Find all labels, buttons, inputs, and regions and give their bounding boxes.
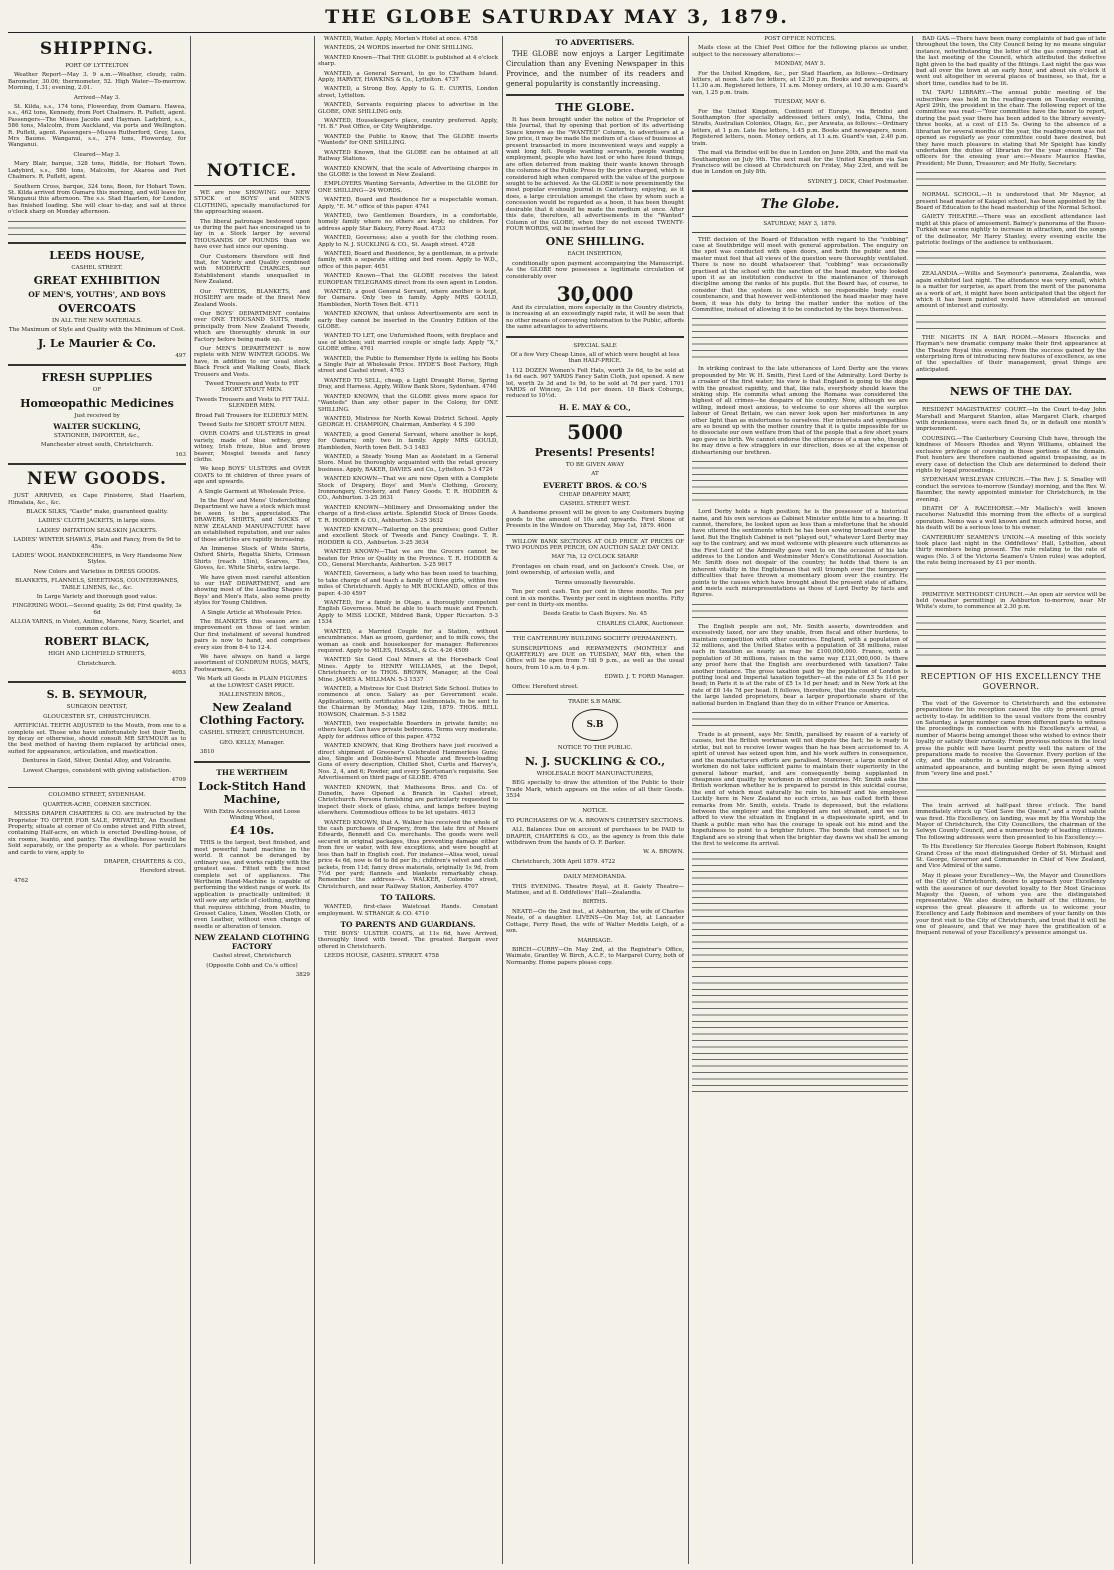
wanted-ad: WANTED KNOWN—Millinery and Dressmaking under the charge of a first-class artiste. Splendid Stock of Dress Goods. T. R. HODDER & CO., Ashburton. 3-25 3632 [318,504,498,524]
tai-tapu-library: TAI TAPU LIBRARY.—The annual public meeting of the subscribers was held in the reading-room on Tuesday evening, April 29th, the president in the chair. The following report of the committee was read:—"Your committee have the honor to report, during the past year there has been added to the library seventy-three books, at a cost of £15 5s. Owing to the absence of a librarian for several months of the year, the reading-room was not opened as regularly as your committee could have desired, but they have much pleasure in stating that Mr Speight has kindly undertaken the duties of librarian for the year ensuing." The officers for the ensuing year are:—Messrs Maurice Hawke, President; Mr Dunn, Treasurer; and Mr Holly, Secretary. [916,90,1106,167]
cleared-heading: Cleared—May 3. [73,151,121,158]
boys-department: Our BOYS' DEPARTMENT contains over ONE THOUSAND SUITS, made principally from New Zealand Tweeds, which are thoroughly shrunk in our Factory before being made up. [194,310,310,343]
wanted-ad: EMPLOYERS Wanting Servants, Advertise in the GLOBE for ONE SHILLING—24 WORDS. [318,181,498,194]
to-advertisers: TO ADVERTISERS. [555,38,635,47]
wanted-ad: WANTED, Governess, a lady who has been used to teaching, to take charge of and teach a family of three girls, within five miles of Christchurch. Apply to MR BUCKLAND, office of this paper. 4-30 4597 [318,571,498,597]
extra-accessories: With Extra Accessories and Loose Winding Wheel, [203,808,301,822]
wanted-ad: WANTED, a good General Servant, where another is kept, for Oamaru. Only two in family. Apply MRS GOULD, Hambleden, North Town Belt. 4711 [318,289,498,308]
editorial-paragraph: Trade is at present, says Mr. Smith, paralised by reason of a variety of causes, but the British workman will not dispute the fact; he is ready to strike, but not to receive lower wages than he has been accustomed to. A spirit of unrest has seized upon him, and his work suffers in consequence, and the manufacturers efforts are paralised. Moreover, a large number of workmen do not take sufficient pains to maintain their superiority in the general labour market, and are consequently being supplanted in cheapness and quality by workmen in other countries. Mr. Smith asks the British workman whether he is prepared to persist in this suicidal course, the end of which must naturally be ruin to himself and his employer. Luckily here in New Zealand no such crisis, as has called forth these remarks from Mr. Smith, exists. Trade is depressed, but the relations between the employer and the employed are not strained, and we can afford to view the situation in England in a dispassionate spirit, and to thank a public man who has the courage to speak out his mind and the hopefulness to point to a brighter future. The bonds that connect us to England are so strong that when the brighter day dawns we shall be among the first to welcome its arrival. [692,732,908,847]
blankets-list: BLANKETS, FLANNELS, SHEETINGS, COUNTERPANES, TABLE LINENS, &c., &c. [15,578,179,591]
presents-number: 5000 [567,419,623,444]
hat-department: We have given most careful attention to our HAT DEPARTMENT, and are showing most of the Leading Shapes in Boys' and Men's Hats, also some pretty styles for Young Children. [194,574,310,607]
divider [8,787,186,788]
cloth-jackets: LADIES' CLOTH JACKETS, in large sizes. [38,518,156,525]
divider [506,336,684,338]
small-print [692,459,908,505]
divider [506,534,684,535]
small-print [692,850,908,970]
ad-number: 4053 [171,669,186,676]
maurier-signature: J. Le Maurier & Co. [38,336,156,350]
small-print [916,614,1106,660]
dentures: Dentures in Gold, Silver, Dental Alloy, and Vulcanite. [22,758,172,765]
wanted-ad: WANTED KNOWN, that Mathesons Bros. and Co. of Dunedin, have Opened a Branch in Cashel street, Christchurch. Persons furnishing are particularly requested to inspect their stock of glass, china, and lamps before buying elsewhere. Commodious offices to be let upstairs. 4613 [318,784,498,817]
stationer: STATIONER, IMPORTER, &c., [54,432,140,439]
given-away: TO BE GIVEN AWAY [565,461,625,468]
at-label: AT [591,471,599,478]
small-print [692,710,908,728]
kelly-manager: GEO. KELLY, Manager. [219,739,285,746]
wertheim: THE WERTHEIM [216,767,288,777]
broad-fall: Broad Fall Trousers for ELDERLY MEN. [195,412,309,419]
great-exhibition: GREAT EXHIBITION [33,273,161,287]
editorial-date: SATURDAY, MAY 3, 1879. [763,221,837,228]
mails-close: Mails close at the Chief Post Office for the following places as under, subject to the necessary alterations:— [692,45,908,58]
divider [8,242,186,244]
editorial-paragraph: In striking contrast to the late utterances of Lord Derby are the views propounded by Mr. W. H. Smith, First Lord of the Admiralty. Lord Derby is a croaker of the first water; his view is that England is going to the dogs with the greatest rapidity, and that, like rats, everybody should leave the sinking ship. He commits what among the Romans was considered the highest of all crimes—he despairs of his country. Now, although we are willing, indeed most anxious, to welcome to our shores all the surplus labour of Great Britain, we can never look upon her misfortunes in any other light than as misfortunes to ourselves. Her interests and sympathies are so bound up with the mother country that it is quite impossible for us to dissociate our own welfare from that of the people that a few short years ago gave us birth. We cannot endorse the utterances of a man who, though he may drive a few stragglers in our direction, does so at the expense of disheartening our brethren. [692,366,908,456]
wanted-ad: WANTED, two respectable Boarders in private family; no others kept. Can have private bedrooms. Terms very moderate. Apply for address office of this paper. 4752 [318,720,498,740]
colombo-street: COLOMBO STREET, SYDENHAM. [48,792,146,799]
blank-space [194,38,310,158]
fingering-wool: FINGERING WOOL—Second quality, 2s 6d; First quality, 3s 6d [12,603,182,616]
of-label: OF [92,387,102,394]
small-print [692,974,908,1094]
black-silks: BLACK SILKS, "Castle" make, guaranteed quality. [26,509,168,515]
small-print [692,602,908,620]
wanted-ad: WANTED, a Mistress for Cust District Side School. Duties to commence at once. Salary as per Government scale. Applications, with certificates and testimonials, to be sent to the Chairman by Monday, May 12th, 1879. THOS. BELL HOWSON, Chairman. 5-3 1582 [318,685,498,718]
divider [8,364,186,366]
draper-ad: MESSRS DRAPER CHARTERS & CO. are instructed by the Proprietor TO OFFER FOR SALE, PRIVATELY, An Excellent Property, situate at corner of Co ombo street and Fifth street, containing Half-acre, on which is erected Dwelling-house, of six rooms, leanto, and pantry. The dwelling-house would be Sold separately, or the property as a whole. For particulars and cards to view, apply to [8,811,186,856]
special-body: Of a few Very Cheap Lines, all of which were bought at less than HALF-PRICE. [510,351,680,365]
editorial-paragraph: The English people are not, Mr. Smith asserts, downtrodden and excessively taxed, nor are they unable, from fiscal and other burdens, to maintain competition with other countries. England, with a population of 32 millions, and the United States with a population of 38 millions, raise each in taxation as nearly as may be £100,000,000. France, with a population of 36 millions, raises in the same way £121,000,000. Is there any proof here that the English are overburdened with taxation? Take another instance. The gross taxation paid by the population of London is putting local and Imperial taxation together—at the rate of £3 5s 11d per head; in Paris it is at the rate of £5 1s 1d per head; and in New York at the rate of £6 14s 7d per head. It follows, therefore, that the country districts, the large landed proprietors, bear a larger proportionate share of the national burden in England than they do in either France or America. [692,623,908,707]
variety: Our Customers therefore will find that, for Variety and Quality combined with MODERATE CHARGES, our Establishment stands unequalled in New Zealand. [194,253,310,286]
wanted-ad: WANTED TO SELL, cheap, a Light Draught Horse, Spring Dray, and Harness. Apply, Willow Bank Store, Sydenham. 4746 [318,377,498,391]
opposite-cobb: (Opposite Cobb and Co.'s office) [206,962,298,969]
wanted-ad: WANTED, a Steady Young Man as Assistant in a General Store. Must be thoroughly acquainted with the retail grocery business. Apply, BAKER, DAVIES and Co., Lyttelton. 5-3 4724 [318,453,498,473]
divider [916,378,1106,380]
divider [506,803,684,804]
wanted-ad: WANTED, the Public to Remember Hyde is selling his Boots a Single Pair at Wholesale Price. HYDE'S Boot Factory, High street and Cashel street. 4763 [318,355,498,375]
sydenham-wesleyan: SYDENHAM WESLEYAN CHURCH.—The Rev. J. S. Smalley will conduct the services to-morrow (Sunday) morning, and the Rev. W. Baumber, the newly appointed minister for Christchurch, in the evening. [916,477,1106,503]
machine-price: £4 10s. [229,824,275,838]
just-received: Just received by [74,412,120,419]
brown-sections: TO PURCHASERS OF W. A. BROWN'S CHERTSEY SECTIONS. [506,817,684,824]
christchurch-date: Christchurch, 30th April 1879. 4722 [512,858,616,865]
wanted-ad: WANTED, Waiter. Apply, Morten's Hotel at once. 4758 [324,36,478,42]
canterbury-building: THE CANTERBURY BUILDING SOCIETY (PERMANENT). [512,636,678,643]
small-print [916,249,1106,267]
divider [506,694,684,695]
hallenstein: HALLENSTEIN BROS., [219,692,285,699]
ad-number: 4762 [14,877,29,884]
wanted-ad: WANTED Known, that the GLOBE can be obtained at all Railway Stations. [318,149,498,163]
brought-notice: It has been brought under the notice of the Proprietor of this Journal, that by opening that portion of its advertising Space known as the "WANTED" Column, to advertisers at a low price, it may be made the medium of a class of business at present transacted in more inconvenient ways and supply a want long felt. People wanting servants, people wanting employment, people who have lost or who have found things, are often deterred from making their wants known through the columns of the Public Press by the price charged, which is considered high when compared with the value of the purpose sought to be achieved. As the GLOBE is now preeminently the most popular evening journal in Canterbury, enjoying, as it does, a large circulation amongst the class by whom such a concession would be regarded as a boon, it has been thought desirable that it should be made the medium at once. After this date, therefore, all advertisements in the "Wanted" Column of the GLOBE, when they do not exceed TWENTY-FOUR WORDS, will be inserted for [506,117,684,232]
masthead-rule [8,32,1106,33]
quarter-acre: QUARTER-ACRE, CORNER SECTION. [42,801,152,808]
overcoats: OVER COATS and ULSTERS in great variety, made of blue witney, grey witney, Irish frieze, blue and brown beaver, Mosgiel tweeds and fancy cloths. [194,431,310,464]
notice-heading: NOTICE. [206,161,298,181]
brown-signature: W. A. BROWN. [643,849,684,856]
wanted-ad: WANTED, a good General Servant, where another is kept, for Oamaru; only two in family. Apply MRS GOULD, Hambleden, North town Belt. 5-3 1483 [318,431,498,451]
nz-clothing-factory: New Zealand Clothing Factory. [199,701,305,728]
hereford-street: Hereford street. [139,868,186,875]
tuesday-body: For the United Kingdom, Continent of Europe, via Brindisi and Southampton (for specially addressed letters only), India, China, the Straits, Australian Colonies, Otago, &c., per Arawata, as follows:—Ordinary letters, at 1 p.m. Late fee letters, 1.45 p.m. Books and newspapers, noon. Registered letters, noon. Money orders, at 11 a.m. Guard's van, 2.40 p.m. train. [692,108,908,147]
machine-description: THIS is the largest, best finished, and most powerful hand machine in the world. It cannot be deranged by ordinary use, and works rapidly with the greatest ease. Fitted with the most complete set of appliances. The Wertheim Hand-Machine is capable of performing the widest range of work. Its application is practically unlimited; it will sew any article of clothing, anything that requires stitching, from Muslin, to Grosset Calico, Linen, Woollen Cloth, or even Leather, without even change of needle or alteration of tension. [194,840,310,930]
divider [916,402,1106,403]
governor-heading: RECEPTION OF HIS EXCELLENCY THE GOVERNOR. [920,671,1102,691]
wanted-ad: WANTED KNOWN, that King Brothers have just received a direct shipment of Greener's Celebrated Hammerless Guns; also, Single and Double-barrel Muzzle and Breech-loading Guns of every description, Chilled Shot, Curtis and Harvey's, Nos. 2, 4, and 6; Powder, and every Sportsman's requisite. See Advertisement on third page of GLOBE. 4765 [318,743,498,782]
death-racehorse: DEATH OF A RACEHORSE.—Mr Malloch's well known racehorse Natusdid this morning from the effects of a surgical operation. Nemo was a well known and much admired horse, and his death will be a serious loss to his owner. [916,505,1106,532]
weather-report: Weather Report—May 3. 9 a.m.—Weather, cloudy, calm. Barometer, 30.06; thermometer, 52. High Water—To-morrow. Morning, 1.31; evening, 2.01. [8,72,186,92]
wanted-ad: WANTED, a Married Couple for a Station, without encumbrance. Man as groom, gardener, and to milk cows, the woman as cook and housekeeper for manager. References required. Apply to MILES, HASSAL, & Co. 4-26 4509 [318,628,498,654]
office-hereford: Office: Hereford street. [512,683,579,690]
small-print [692,316,908,362]
mail-note: The mail via Brindisi will be due in London on June 20th, and the mail via Southampton on July 9th. The next mail for the United Kingdom via San Francisco will be closed at Christchurch on Friday, May 23rd, and will be due in London on July 8th. [692,150,908,176]
balances-due: ALL Balances Due on account of purchases to be PAID to DRAPER, CHARTERS & CO., as the agency is from this date withdrawn from the hands of O. F. Barker. [506,827,684,847]
divider [194,761,310,763]
boys-ulster: THE BOYS' ULSTER COATS, at 11s 6d, have Arrived, thoroughly lined with tweed. The greatest Bargain ever offered in Christchurch. [318,930,498,950]
primitive-methodist: PRIMITIVE METHODIST CHURCH.—An open air service will be held (weather permitting) in Ashburton to-morrow, near Mr White's store, to commence at 2.30 p.m. [916,591,1106,611]
marriage-heading: MARRIAGE. [577,937,613,944]
wanted-ad: WANTED Known—That the GLOBE receives the latest EUROPEAN TELEGRAMS direct from its own agent in London. [318,273,498,286]
column-rule [314,36,315,1564]
clark-auctioneer: CHARLES CLARK, Auctioneer. [596,620,684,627]
wanted-ad: WANTED KNOWN, that the GLOBE gives more space for "Wanteds" than any other paper in the Colony, for ONE SHILLING. [318,393,498,413]
just-arrived: JUST ARRIVED, ex Cape Finisterre, Stad Haarlem, Himalaia, &c., &c. [8,493,186,506]
leeds-house: LEEDS HOUSE, CASHEL STREET. 4758 [324,953,439,960]
daily-memoranda: DAILY MEMORANDA. [563,874,627,881]
wanted-ad: WANTED, Servants requiring places to advertise in the GLOBE, ONE SHILLING only. [318,102,498,115]
liberal-patronage: The liberal patronage bestowed upon us during the past has encouraged us to lay in a Stock larger by several THOUSANDS OF POUNDS than we have ever had since our opening. [194,218,310,251]
divider [916,696,1106,697]
one-shilling: ONE SHILLING. [545,235,645,249]
editorial-paragraph: THE decision of the Board of Education with regard to the "cobbing" case at Southbridge will meet with general approbation. The enquiry on the spot was conducted with open doors, and both the public and the master must feel that all views of the question were thoroughly ventilated. There is now no doubt whatsoever that "cobbing" was occasionally practised at the school with the sanction of the head master, who looked upon it as an institution conducive to the maintenance of thorough discipline among the ranks of his pupils. But the Board has, of course, to consider that the system is one which no responsible body could countenance, and that however well-intentioned the head master may have been, it was his duty to bring the matter under the notice of the Committee, instead of allowing it to be conducted by the boys themselves. [692,236,908,313]
bad-gas: BAD GAS.—There have been many complaints of bad gas of late throughout the town, the City Council being by no means singular instance, notwithstanding the letter of the gas company read at the last meeting of the Council, which attributed the defective light given to the bad quality of the fittings. Last night the gas was bad all over the town at an early hour, and about six o'clock it went out altogether in several places of business, so that, for a short time, candles had to be lit. [916,36,1106,87]
wanted-ad: WANTED, for a family in Otago, a thoroughly competent English Governess. Must be able to teach music and French. Apply to MISS LOCKE, Mildred Bank, Upper Riccarton. 5-3 1534 [318,600,498,626]
dozen-hats: 112 DOZEN Women's Felt Hats, worth 3s 6d, to be sold at 1s 6d each. 907 YARDS Fancy Satin Cloth, just opened. A new lot, worth 2s 3d and 1s 9d, to be sold at 7d per yard. 1701 YARDS of Wincey, 2s 11d per dozen. 18 Black Coburgs, reduced to 10½d. [506,367,684,400]
ad-number: 163 [175,451,186,458]
large-variety: In Large Variety and thorough good value. [36,594,158,601]
each-insertion: EACH INSERTION, [567,251,623,258]
small-print [916,313,1106,331]
divider [692,232,908,233]
mens-department: Our MEN'S DEPARTMENT is now replete with NEW WINTER GOODS. We have, in addition to our usual stock, Black Frock and Walking Coats, Black Trousers and Vests. [194,345,310,378]
single-garment: A Single Garment at Wholesale Price. [198,488,306,495]
wanted-ad: WANTED, Board and Residence for a respectable woman. Apply, "E. M." office of this paper. 4741 [318,197,498,210]
train-arrival: The train arrived at half-past three o'clock. The band immediately struck up "God Save the Queen," and a royal salute was fired. His Excellency, on landing, was met by His Worship the Mayor of Christchurch, the City Councillors, the chairman of the Selwyn County Council, and a numerous body of leading citizens. The following addresses were then presented to his Excellency:— [916,802,1106,841]
beg-attention: BEG specially to draw the attention of the Public to their Trade Mark, which appears on the soles of all their Goods. 3534 [506,780,684,799]
cashel-street: CASHEL STREET, CHRISTCHURCH. [199,730,305,737]
wanted-ad: WANTED KNOWN—Tailoring on the premises; good Cutter and excellent Stock of Tweeds and Fancy Coatings. T. R. HODDER & CO., Ashburton. 3-25 3634 [318,527,498,546]
ford-manager: EDWD. J. T. FORD Manager. [604,674,684,681]
sealskin-jackets: LADIES' IMITATION SEALSKIN JACKETS. [36,527,158,534]
trade-mark: TRADE S.B MARK. [568,698,622,705]
circulation-increasing: And its circulation, more especially in the Country districts, is increasing at an exceedingly rapid rate, it will be seen that no other means of conveying information to the Public, affords the same advantages to advertisers. [506,304,684,331]
zealandia: ZEALANDIA.—Willis and Seymour's panorama, Zealandia, was again exhibited last night. The attendance was very small, which is a matter for surprise, as apart from the merit of the panorama as a work of art, it might have been anticipated that the object for which it has been painted would have stimulated an unusual amount of interest and curiosity. [916,271,1106,310]
normal-school: NORMAL SCHOOL.—It is understood that Mr Maynor, at present head master of Kaiapoi school, has been appointed by the Board of Education to the head mastership of the Normal School. [916,192,1106,211]
tuesday-heading: TUESDAY, MAY 6. [774,99,826,106]
to-tailors: TO TAILORS. [380,893,436,903]
wanted-ad: WANTED KNOWN—That we are the Grocers cannot be beaten for Price or Quality in the Province. T. R. HODDER & CO., General Merchants, Ashburton. 3-25 9617 [318,549,498,569]
ulsters: We keep BOYS' ULSTERS and OVER COATS to fit children of three years of age and upwards. [194,466,310,486]
to-parents: TO PARENTS AND GUARDIANS. [340,919,476,929]
high-lichfield: HIGH AND LICHFIELD STREETS, [48,651,146,658]
terms: Terms unusually favourable. [554,579,636,586]
homoeopathic-heading: Homœopathic Medicines [20,396,174,410]
ad-number: 497 [175,352,186,359]
notice-public: NOTICE TO THE PUBLIC. [557,745,633,752]
post-office-heading: POST OFFICE NOTICES. [764,36,836,42]
maximum-style: The Maximum of Style and Quality with the Minimum of Cost. [8,327,186,334]
manchester-street: Manchester street south, Christchurch. [40,442,154,449]
new-goods-heading: NEW GOODS. [27,469,167,490]
divider [916,665,1106,667]
subscriptions: SUBSCRIPTIONS and REPAYMENTS (MONTHLY and QUARTERLY) are DUE on TUESDAY, MAY 6th, when the Office will be open from 7 till 9 p.m., as well as the usual hours, from 10 a.m. to 4 p.m. [506,645,684,671]
globe-enjoys: THE GLOBE now enjoys a Larger Legitimate Circulation than any Evening Newspaper in this Province, and the number of its readers and general popularity is constantly increasing. [506,50,684,88]
divider [194,185,310,186]
nz-factory: NEW ZEALAND CLOTHING FACTORY [194,933,310,952]
single-article: A Single Article at Wholesale Price. [201,609,303,616]
wanted-ad: WANTED, first-class Waistcoat Hands. Constant employment. W. STRANGE & CO. 4710 [318,904,498,917]
monday-body: For the United Kingdom, &c., per Stad Haarlem, as follows:—Ordinary letters, at noon. Late fee letters, at 12.30 p.m. Books and newspapers, at 11.30 a.m. Registered letters, 11 a.m. Money orders, at 10.30 a.m. Guard's van, 1.25 p.m. train. [692,70,908,96]
column-4 [506,36,684,1564]
artificial-teeth: ARTIFICIAL TEETH ADJUSTED to the Mouth, from one to a complete set. Those who have unfortunately lost their Teeth, by decay or otherwise, should consult MR SEYMOUR as to the best method of having them replaced by artificial ones, suited for appearance, articulation, and mastication. [8,723,186,755]
special-sale: SPECIAL SALE [573,342,617,349]
ten-nights: THE NIGHTS IN A BAR ROOM.—Messrs Hiscocks and Hayman's new dramatic company make their first appearance at the Theatre Royal this evening. From the success gained by the enterprising firm of introducing new features of excellence, as one of the specialties of their management, great things are anticipated. [916,334,1106,373]
handsome-present: A handsome present will be given to any Customers buying goods to the amount of 10s and upwards. First Stone of Presents in the Window on Thursday, May 1st, 1879. 4606 [506,510,684,530]
surgeon-dentist: SURGEON DENTIST, [66,704,128,711]
column-6 [916,36,1106,1564]
tweed-trousers: Tweed Trousers and Vests to FIT SHORT STOUT MEN. [205,380,299,394]
column-rule [502,36,503,1564]
this-evening: THIS EVENING. Theatre Royal, at 8. Gaiety Theatre—Matinee, and at 8. Oddfellows' Hall—Zealandia. [506,883,684,897]
frontages: Frontages on chain road, and on Jackson's Creek. Use, or joint ownership, of artesian wells, and [506,563,684,577]
showing-stock: WE are now SHOWING our NEW STOCK of BOYS' and MEN'S CLOTHING, specially manufactured for the approaching season. [194,190,310,216]
wanted-ad: WANTED, Governess; also a youth for the clothing room. Apply to N. J. SUCKLING & CO., St. Asaph street. 4728 [318,235,498,248]
wholesale-boot: WHOLESALE BOOT MANUFACTURERS, [536,770,654,777]
small-print [916,570,1106,588]
robert-black: ROBERT BLACK, [44,635,150,649]
sailed-list: Southern Cross, barque, 324 tons, Boon, for Hobart Town. St. Kilda arrived from Oamaru this morning, and will leave for Wanganui this afternoon. The s.s. Stad Haarlem, for London, has finished loading. She will clear to-day, and sail at three o'clock sharp on Monday afternoon. [8,183,186,216]
sb-trademark-logo: S.B [572,709,618,741]
mens-youths: OF MEN'S, YOUTHS', AND BOYS [28,289,166,299]
divider [506,869,684,870]
marriage-body: BIRCH—CURRY—On May 2nd, at the Registrar's Office, Waimate, Grantley W. Birch, A.C.F., to Margaret Curry, both of Normanby. Home papers please copy. [506,946,684,966]
underclothing: In the Boys' and Mens' Underclothing Department we have a stock which must be seen to be appreciated. The DRAWERS, SHIRTS, and SOCKS of NEW ZEALAND MANUFACTURE have an established reputation, and our sales of those articles are rapidly increasing. [194,498,310,543]
monday-heading: MONDAY, MAY 5. [774,61,826,68]
ad-number: 3810 [200,749,215,756]
wanted-ad: WANTED, two Gentlemen Boarders, in a comfortable, homely family where no others are kept; no children. For address apply Star Bakery, Ferry Road. 4733 [318,212,498,232]
column-2 [194,36,310,1564]
suckling-co: N. J. SUCKLING & CO., [524,754,666,768]
wanted-ad: WANTED KNOWN—That we are now Open with a Complete Stock of Drapery, Boys' and Men's Clothing, Grocery, Ironmongery, Crockery, and Fancy Goods. T. R. HODDER & CO., Ashburton. 3-25 3631 [318,476,498,502]
conditionally: conditionally upon payment accompanying the Manuscript. As the GLOBE now possesses a legitimate circulation of considerably over [506,260,684,280]
column-rule [190,36,191,1564]
news-of-the-day: NEWS OF THE DAY. [949,385,1073,399]
wool-handkerchiefs: LADIES' WOOL HANDKERCHIEFS, in Very Handsome New Styles. [11,553,183,566]
wanted-ad: WANTED, Board and Residence, by a gentleman, in a private family, with a separate sitting and bed room. Apply to W.D., office of this paper. 4651 [318,250,498,270]
editorial-paragraph: Lord Derby holds a high position; he is the possessor of a historical name, and his own services as Cabinet Minister entitle him to a hearing. It cannot, therefore, be looked upon as less than a misfortune that he should have uttered the sentiments which he has been sowing broadcast over the land. But the English Cabinet is not "played out," whatever Lord Derby may say to the contrary, and we must welcome with pleasure such utterances as the First Lord of the Admiralty gave vent to on the occasion of his late address to the London and Westminster Men's Constitutional Association. Mr. Smith does not despair of the country; he holds that there is an inherent vitality in the Englishman that will triumph over the temporary difficulties that have thrown a momentary gloom over the country. He points to the causes which have brought about the present state of affairs, and meets such misrepresentations as those of Lord Derby by facts and figures. [692,509,908,599]
wanted-ad: WANTED, a Strong Boy. Apply to G. E. CURTIS, London street, Lyttelton. [318,86,498,99]
small-print [8,219,186,237]
seamens-union: CANTERBURY SEAMEN'S UNION.—A meeting of this society took place last night in the Oddfellows' Hall, Lyttelton, about thirty members being present. The rule relating to the rate of wages (No. 3 of the Victoria Seamen's Union rules) was adopted, the rate being increased by £1 per month. [916,534,1106,567]
ad-number: 4709 [171,776,186,783]
wanted-ad: WANTED Known—That THE GLOBE is published at 4 o'clock sharp. [318,54,498,68]
new-materials: IN ALL THE NEW MATERIALS. [52,317,142,324]
address-to: To His Excellency Sir Hercules George Robert Robinson, Knight Grand Cross of the most distinguished Order of St. Michael and St. George, Governor and Commander in Chief of New Zealand, and Vice Admiral of the same. [916,844,1106,870]
shipping-heading: SHIPPING. [39,39,155,59]
cashel-street-2: Cashel street, Christchurch [212,953,292,960]
port-heading: PORT OF LYTTELTON [65,63,129,69]
arrived-list: St. Kilda, s.s., 174 tons, Flowerday, from Oamaru. Hawea, s.s., 462 tons, Kennedy, from Port Chalmers. R. Puflett, agent. Passengers—The Misses Jacobs and Hayman. Ladybird, s.s., 586 tons, Malcolm, from Auckland, via ports and Wellington. R. Puflett, agent. Passengers—Misses Rutherford, Grey, Lees, Mrs Baume. Wanganui, s.s., 274 tons, Flowerday, for Wanganui. [8,104,186,149]
resident-magistrates: RESIDENT MAGISTRATES' COURT.—In the Court to-day John Marshall and Margaret Stanton, alias Margaret Clark, charged with drunkenness, were each fined 5s, or in default one month's imprisonment. [916,407,1106,433]
wanted-ad: WANTED Six Good Coal Miners at the Horseback Coal Mines. Apply to HENRY WILLIAMS, at the Depot, Christchurch; or to THOS. BROWN, Manager, at the Coal Mine. JAMES A. MILLMAN. 5-3 1537 [318,657,498,683]
christchurch: Christchurch. [77,660,117,667]
may-7: MAY 7th, 12 O'CLOCK SHARP. [551,554,639,561]
arrived-heading: Arrived—May 3. [73,94,121,101]
seymour-name: S. B. SEYMOUR, [46,688,148,702]
births-heading: BIRTHS. [582,899,608,906]
small-print [916,170,1106,188]
governor-body: The visit of the Governor to Christchurch and the extensive preparations for his reception caused the city to present great activity to-day. In addition to the usual visitors from the country on Saturday, a large number came from different parts to witness the proceedings in connection with his Excellency's arrival, a number of Maoris being amongst those who wished to evince their loyalty or satisfy their curiosity. From previous notices in the local press the public will have learnt pretty well the nature of the preparations made to receive the Governor. Every portion of the city, and the suburbs in a similar degree, presented a very animated appearance, and bunting might be seen flying almost from "every line and post." [916,700,1106,778]
everett-bros: EVERETT BROS. & CO.'S [543,480,647,490]
wanted-ad: WANTED, a General Servant, to go to Chatham Island. Apply, HARVEY, HAWKINS & Co., Lyttelton. 4737 [318,70,498,84]
cheap-drapery: CHEAP DRAPERY MART, [559,491,631,498]
notice-2: NOTICE. [582,808,608,815]
leeds-house-title: LEEDS HOUSE, [49,248,145,262]
wanted-ad: WANTED, Mistress for North Kowai District School. Apply GEORGE H. CHAMPION, Chairman, Amberley. 4 S 390 [318,415,498,429]
column-1 [8,36,186,1564]
tweeds-tall: Tweeds Trousers and Vests to FIT TALL SLENDER MEN. [195,396,309,410]
wanted-ad: WANTED KNOWN, that the scale of Advertising charges in the GLOBE is the lowest in New Zealand. [318,165,498,178]
tweed-suits: Tweed Suits for SHORT STOUT MEN. [198,422,306,428]
ten-per-cent: Ten per cent cash. Ten per cent in three months. Ten per cent in six months. Twenty per cent in eighteen months. Fifty per cent in thirty-six months. [506,589,684,608]
wanted-ad: WANTED the Public to Know, that The GLOBE inserts "Wanteds" for ONE SHILLING. [318,133,498,147]
suckling-name: WALTER SUCKLING, [53,421,141,431]
wanted-ad: WANTED KNOWN, that A. Walker has received the whole of the cash purchases of Drapery, from the late fire of Messrs Edwards, Bennett and Co. merchants. The goods were well secured in original packages, thus preventing damage either from fire or water, with few exceptions, and were bought at less than half in English cost. For instance—Alisa wool, usual price 4s 6d, now is 6d to 8d per lb.; children's velvet and cloth jackets, from 11d; fancy dress materials, originally 1s 9d, from 7½d per yard; flannels and blankets remarkably cheap. Remember the address—A. WALKER, Colombo street, Christchurch, and near Railway Station, Amberley. 4707 [318,819,498,890]
condrum-rugs: We have always on hand a large assortment of CONDRUM RUGS, MATS, Footwarmers, &c. [194,654,310,673]
deeds-gratis: Deeds Gratis to Cash Buyers. No. 45 [543,611,647,618]
cashel-west: CASHEL STREET WEST. [559,501,631,508]
divider [506,94,684,96]
divider [506,416,684,417]
lowest-charges: Lowest Charges, consistent with giving satisfaction. [22,767,172,774]
lockstitch: Lock-Stitch Hand Machine, [198,779,306,806]
wanted-ad: WANTED TO LET, one Unfurnished Room, with fireplace and use of kitchen; suit married couple or single lady. Apply "X," GLOBE office. 4761 [318,333,498,353]
divider [506,631,684,632]
immense-stock: An Immense Stock of White Shirts, Oxford Shirts, Regatta Shirts, Crimean Shirts (reach 15in), Scarves, Ties, Gloves, &c. White Shirts, extra large. [194,545,310,572]
wanted-ad: WANTED KNOWN, that unless Advertisements are sent in early they cannot be inserted in the Country Edition of the GLOBE. [318,311,498,331]
willow-bank: WILLOW BANK SECTIONS AT OLD PRICE AT PRICES OF TWO POUNDS PER PERCH, ON AUCTION SALE DAY ONLY. [506,538,684,552]
may-it-please: May it please your Excellency—We, the Mayor and Councillors of the City of Christchurch, desire to approach your Excellency with the assurance of our devoted loyalty to Her Most Gracious Majesty the Queen, of whom you are the distinguished representative. We also desire, on behalf of the citizens, to express the great pleasure it affords us to welcome your Excellency and Lady Robinson and members of your family on this your first visit to the City of Christchurch, and trust that it will be one of pleasure, and that we may have the gratification of a frequent renewal of your Excellency's presence amongst us. [916,872,1106,937]
column-rule [912,36,913,1564]
coursing: COURSING.—The Canterbury Coursing Club have, through the kindness of Messrs Rhodes and Wynn Williams, obtained the exclusive privilege of coursing in those portions of the domain. Foot hunters are therefore cautioned against trespassing, as in every case of detection the Club are determined to defend their rights by legal proceedings. [916,435,1106,474]
gloucester-street: GLOUCESTER ST., CHRISTCHURCH. [43,713,151,720]
draper-signature: DRAPER, CHARTERS & CO., [103,859,186,866]
column-3 [318,36,498,1564]
winter-shawls: LADIES' WINTER SHAWLS, Plain and Fancy, from 6s 9d to 45s. [13,537,181,550]
divider [8,463,186,465]
globe-title: The Globe. [760,197,840,213]
wanted-ad: WANTED, Housekeeper's place, country preferred. Apply, "H. B." Post Office, or City Weighbridge. [318,118,498,131]
wanted-ad: WANTEDS, 24 WORDS inserted for ONE SHILLING. [324,45,474,52]
the-globe: THE GLOBE. [555,101,635,114]
small-print [916,781,1106,799]
divider [692,216,908,217]
dress-goods: New Colors and Varieties in DRESS GOODS. [33,568,161,575]
divider [8,681,186,683]
column-5 [692,36,908,1564]
leeds-street: CASHEL STREET. [71,264,123,271]
cleared-list: Mary Blair, barque, 328 tons, Riddle, for Hobart Town. Ladybird, s.s., 586 tons, Malcolm, for Akaroa and Port Chalmers. R. Puflett, agent. [8,161,186,181]
births-body: NEATE—On the 2nd inst., at Ashburton, the wife of Charles Neate, of a daughter. LIVENS—On May 1st, at Lancaster Cottage, Ferry Road, the wife of Walter Meddis Leigh, of a son. [506,908,684,935]
presents-heading: Presents! Presents! [534,445,656,459]
column-rule [688,36,689,1564]
fresh-supplies: FRESH SUPPLIES [41,371,153,385]
blankets: The BLANKETS this season are an improvement on those of last winter. Our first instalment of several hundred pairs is now to hand, and comprises every size from 8-4 to 12-4. [194,618,310,651]
circulation-number: 30,000 [556,281,634,306]
plain-figures: We Mark all Goods in PLAIN FIGURES at the LOWEST CASH PRICE. [196,676,308,689]
masthead: THE GLOBE SATURDAY MAY 3, 1879. [325,6,789,28]
he-may: H. E. MAY & CO., [559,402,631,412]
overcoats-heading: OVERCOATS [58,301,136,315]
ad-number: 3829 [295,971,310,978]
divider [692,190,908,192]
tweeds: Our TWEEDS, BLANKETS, and HOSIERY are made of the finest New Zealand Wools. [194,288,310,308]
gaiety-theatre: GAIETY THEATRE.—There was an excellent attendance last night at this place of amusement. Bainey's panorama of the Russo-Turkish war scene nightly to increase in attraction, and the songs of the delineator, Mr Harry Stanley, every evening excite the patriotic feelings of the audience to enthusiasm. [916,214,1106,246]
alloa-yarns: ALLOA YARNS, in Violet, Aniline, Marone, Navy, Scarlet, and common colors. [10,619,184,632]
dick-postmaster: SYDNEY J. DICK, Chief Postmaster. [807,178,908,185]
